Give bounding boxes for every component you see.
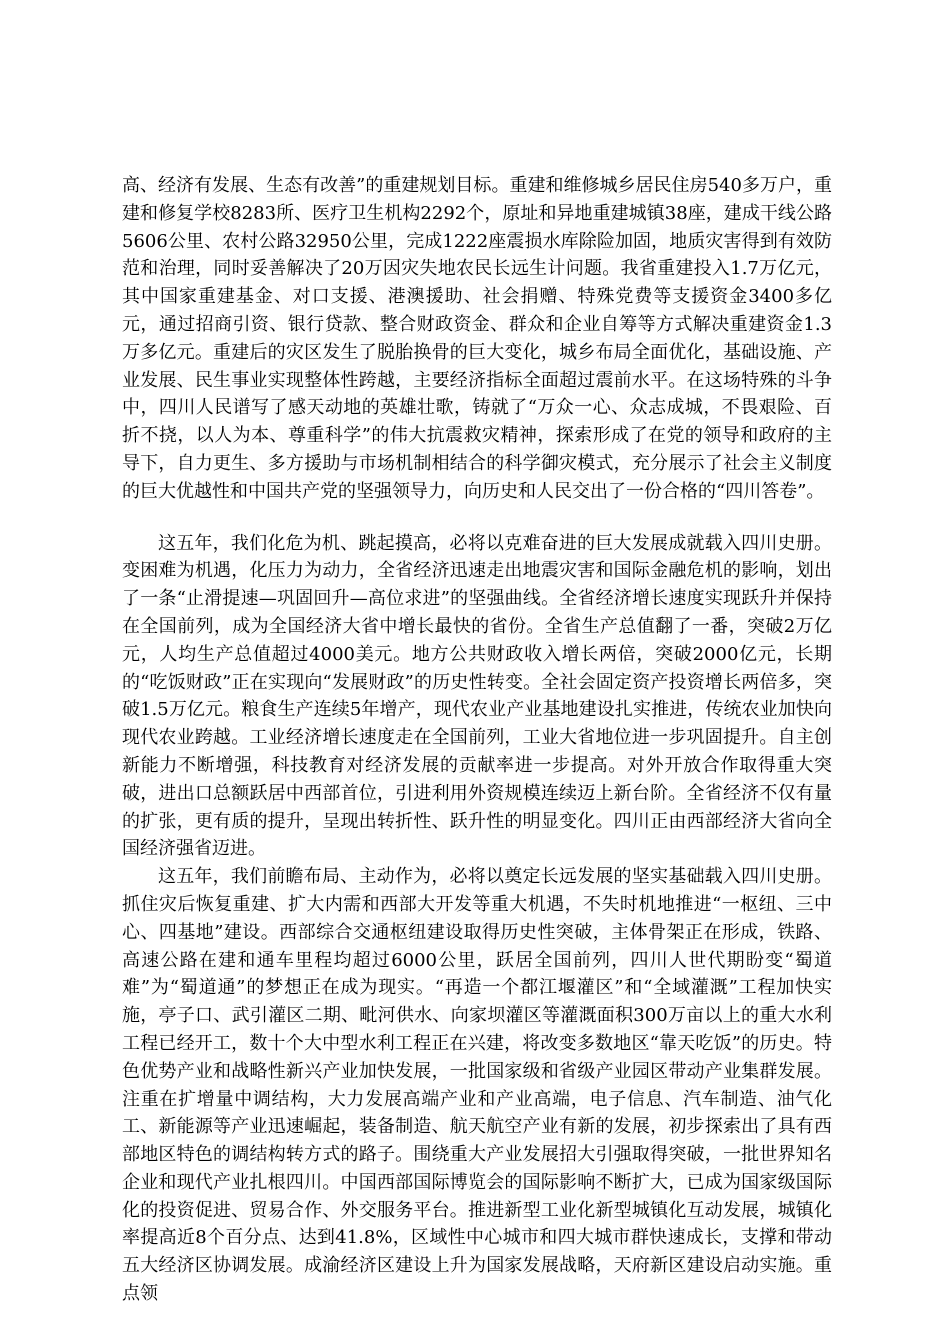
document-body bbox=[122, 172, 832, 1308]
paragraph-reconstruction-results: 高、经济有发展、生态有改善”的重建规划目标。重建和维修城乡居民住房540多万户，重建和修复学校8283所、医疗卫生机构2292个，原址和异地重建城镇38座，建成干线公路5606公里、农村公路32950公里，完成1222座震损水库除险加固，地质灾害得到有效防范和治理，同时妥善解决了20万因灾失地农民长远生计问题。我省重建投入1.7万亿元，其中国家重建基金、对口支援、港澳援助、社会捐赠、特殊党费等支援资金3400多亿元，通过招商引资、银行贷款、整合财政资金、群众和企业自筹等方式解决重建资金1.3万多亿元。重建后的灾区发生了脱胎换骨的巨大变化，城乡布局全面优化，基础设施、产业发展、民生事业实现整体性跨越，主要经济指标全面超过震前水平。在这场特殊的斗争中，四川人民谱写了感天动地的英雄壮歌，铸就了“万众一心、众志成城，不畏艰险、百折不挠，以人为本、尊重科学”的伟大抗震救灾精神，探索形成了在党的领导和政府的主导下，自力更生、多方援助与市场机制相结合的科学御灾模式，充分展示了社会主义制度的巨大优越性和中国共产党的坚强领导力，向历史和人民交出了一份合格的“四川答卷”。 bbox=[122, 175, 832, 502]
paragraph-long-term-foundation: 这五年，我们前瞻布局、主动作为，必将以奠定长远发展的坚实基础载入四川史册。抓住灾后恢复重建、扩大内需和西部大开发等重大机遇，不失时机地推进“一枢纽、三中心、四基地”建设。西部综合交通枢纽建设取得历史性突破，主体骨架正在形成，铁路、高速公路在建和通车里程均超过6000公里，跃居全国前列，四川人世代期盼变“蜀道难”为“蜀道通”的梦想正在成为现实。“再造一个都江堰灌区”和“全域灌溉”工程加快实施，亭子口、武引灌区二期、毗河供水、向家坝灌区等灌溉面积300万亩以上的重大水利工程已经开工，数十个大中型水利工程正在兴建，将改变多数地区“靠天吃饭”的历史。特色优势产业和战略性新兴产业加快发展，一批国家级和省级产业园区带动产业集群发展。注重在扩增量中调结构，大力发展高端产业和产业高端，电子信息、汽车制造、油气化工、新能源等产业迅速崛起，装备制造、航天航空产业有新的发展，初步探索出了具有西部地区特色的调结构转方式的路子。围绕重大产业发展招大引强取得突破，一批世界知名企业和现代产业扎根四川。中国西部国际博览会的国际影响不断扩大，已成为国家级国际化的投资促进、贸易合作、外交服务平台。推进新型工业化新型城镇化互动发展，城镇化率提高近8个百分点、达到41.8%，区域性中心城市和四大城市群快速成长，支撑和带动五大经济区协调发展。成渝经济区建设上升为国家发展战略，天府新区建设启动实施。重点领 bbox=[122, 866, 832, 1305]
paragraph-economic-development: 这五年，我们化危为机、跳起摸高，必将以克难奋进的巨大发展成就载入四川史册。变困难为机遇，化压力为动力，全省经济迅速走出地震灾害和国际金融危机的影响，划出了一条“止滑提速—巩固回升—高位求进”的坚强曲线。全省经济增长速度实现跃升并保持在全国前列，成为全国经济大省中增长最快的省份。全省生产总值翻了一番，突破2万亿元，人均生产总值超过4000美元。地方公共财政收入增长两倍，突破2000亿元，长期的“吃饭财政”正在实现向“发展财政”的历史性转变。全社会固定资产投资增长两倍多，突破1.5万亿元。粮食生产连续5年增产，现代农业产业基地建设扎实推进，传统农业加快向现代农业跨越。工业经济增长速度走在全国前列，工业大省地位进一步巩固提升。自主创新能力不断增强，科技教育对经济发展的贡献率进一步提高。对外开放合作取得重大突破，进出口总额跃居中西部首位，引进利用外资规模连续迈上新台阶。全省经济不仅有量的扩张，更有质的提升，呈现出转折性、跃升性的明显变化。四川正由西部经济大省向全国经济强省迈进。 bbox=[122, 532, 832, 860]
